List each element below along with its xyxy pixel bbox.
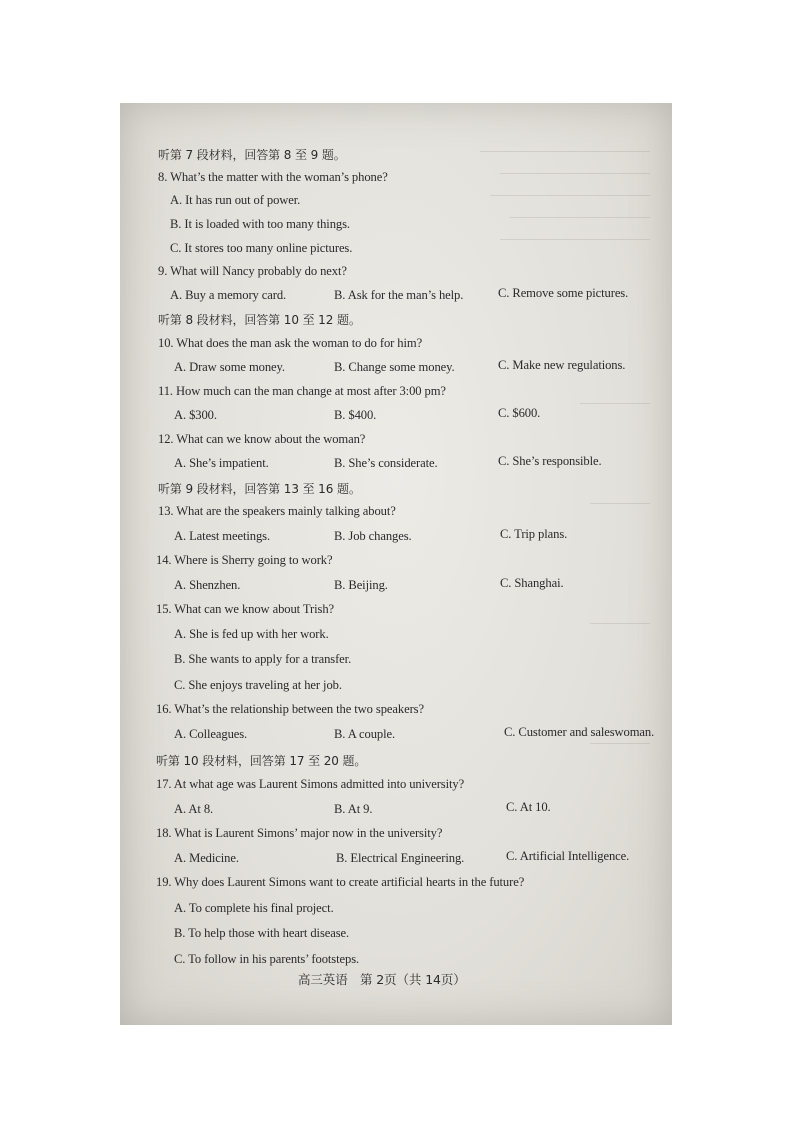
question-10-option-b: B. Change some money. [334,360,455,374]
question-9-option-b: B. Ask for the man’s help. [334,288,464,302]
question-17-stem: 17. At what age was Laurent Simons admitted into university? [156,777,465,791]
question-19-option-a: A. To complete his final project. [174,901,334,915]
show-through-mark [590,743,650,744]
question-9-stem: 9. What will Nancy probably do next? [158,264,347,278]
show-through-mark [590,623,650,624]
question-16-option-a: A. Colleagues. [174,727,248,741]
question-18-stem: 18. What is Laurent Simons’ major now in the university? [156,826,443,840]
section-heading-7: 听第 7 段材料，回答第 8 至 9 题。 [158,148,346,162]
question-15-option-b: B. She wants to apply for a transfer. [174,652,352,666]
question-10-option-a: A. Draw some money. [174,360,285,374]
question-12-option-b: B. She’s considerate. [334,456,438,470]
show-through-mark [510,217,650,218]
question-15-option-a: A. She is fed up with her work. [174,627,329,641]
page-footer: 高三英语 第 2页（共 14页） [298,972,466,987]
question-8-option-c: C. It stores too many online pictures. [170,241,353,255]
question-14-option-b: B. Beijing. [334,578,388,592]
question-15-stem: 15. What can we know about Trish? [156,602,335,616]
question-8-option-b: B. It is loaded with too many things. [170,217,350,231]
section-heading-10: 听第 10 段材料，回答第 17 至 20 题。 [156,754,367,768]
question-14-stem: 14. Where is Sherry going to work? [156,553,333,567]
question-10-option-c: C. Make new regulations. [498,358,626,372]
question-17-option-b: B. At 9. [334,802,373,816]
question-13-option-c: C. Trip plans. [500,527,568,541]
question-18-option-b: B. Electrical Engineering. [336,851,465,865]
question-11-option-c: C. $600. [498,406,541,420]
question-13-stem: 13. What are the speakers mainly talking about? [158,504,396,518]
question-19-option-c: C. To follow in his parents’ footsteps. [174,952,360,966]
question-16-option-c: C. Customer and saleswoman. [504,725,655,739]
question-13-option-b: B. Job changes. [334,529,412,543]
question-15-option-c: C. She enjoys traveling at her job. [174,678,342,692]
question-16-stem: 16. What’s the relationship between the two speakers? [156,702,424,716]
question-19-option-b: B. To help those with heart disease. [174,926,350,940]
question-18-option-c: C. Artificial Intelligence. [506,849,630,863]
question-18-option-a: A. Medicine. [174,851,239,865]
section-heading-8: 听第 8 段材料，回答第 10 至 12 题。 [158,313,361,327]
question-17-option-c: C. At 10. [506,800,551,814]
question-12-option-c: C. She’s responsible. [498,454,602,468]
question-13-option-a: A. Latest meetings. [174,529,271,543]
question-14-option-a: A. Shenzhen. [174,578,241,592]
question-9-option-a: A. Buy a memory card. [170,288,287,302]
question-10-stem: 10. What does the man ask the woman to do for him? [158,336,423,350]
question-12-option-a: A. She’s impatient. [174,456,269,470]
question-8-option-a: A. It has run out of power. [170,193,301,207]
show-through-mark [500,173,650,174]
question-12-stem: 12. What can we know about the woman? [158,432,366,446]
question-11-option-a: A. $300. [174,408,217,422]
question-11-option-b: B. $400. [334,408,377,422]
show-through-mark [500,239,650,240]
show-through-mark [480,151,650,152]
question-8-stem: 8. What’s the matter with the woman’s phone? [158,170,388,184]
question-11-stem: 11. How much can the man change at most after 3:00 pm? [158,384,446,398]
question-9-option-c: C. Remove some pictures. [498,286,629,300]
question-14-option-c: C. Shanghai. [500,576,564,590]
question-17-option-a: A. At 8. [174,802,214,816]
show-through-mark [590,503,650,504]
show-through-mark [580,403,650,404]
section-heading-9: 听第 9 段材料，回答第 13 至 16 题。 [158,482,361,496]
question-16-option-b: B. A couple. [334,727,396,741]
show-through-mark [490,195,650,196]
question-19-stem: 19. Why does Laurent Simons want to create artificial hearts in the future? [156,875,525,889]
